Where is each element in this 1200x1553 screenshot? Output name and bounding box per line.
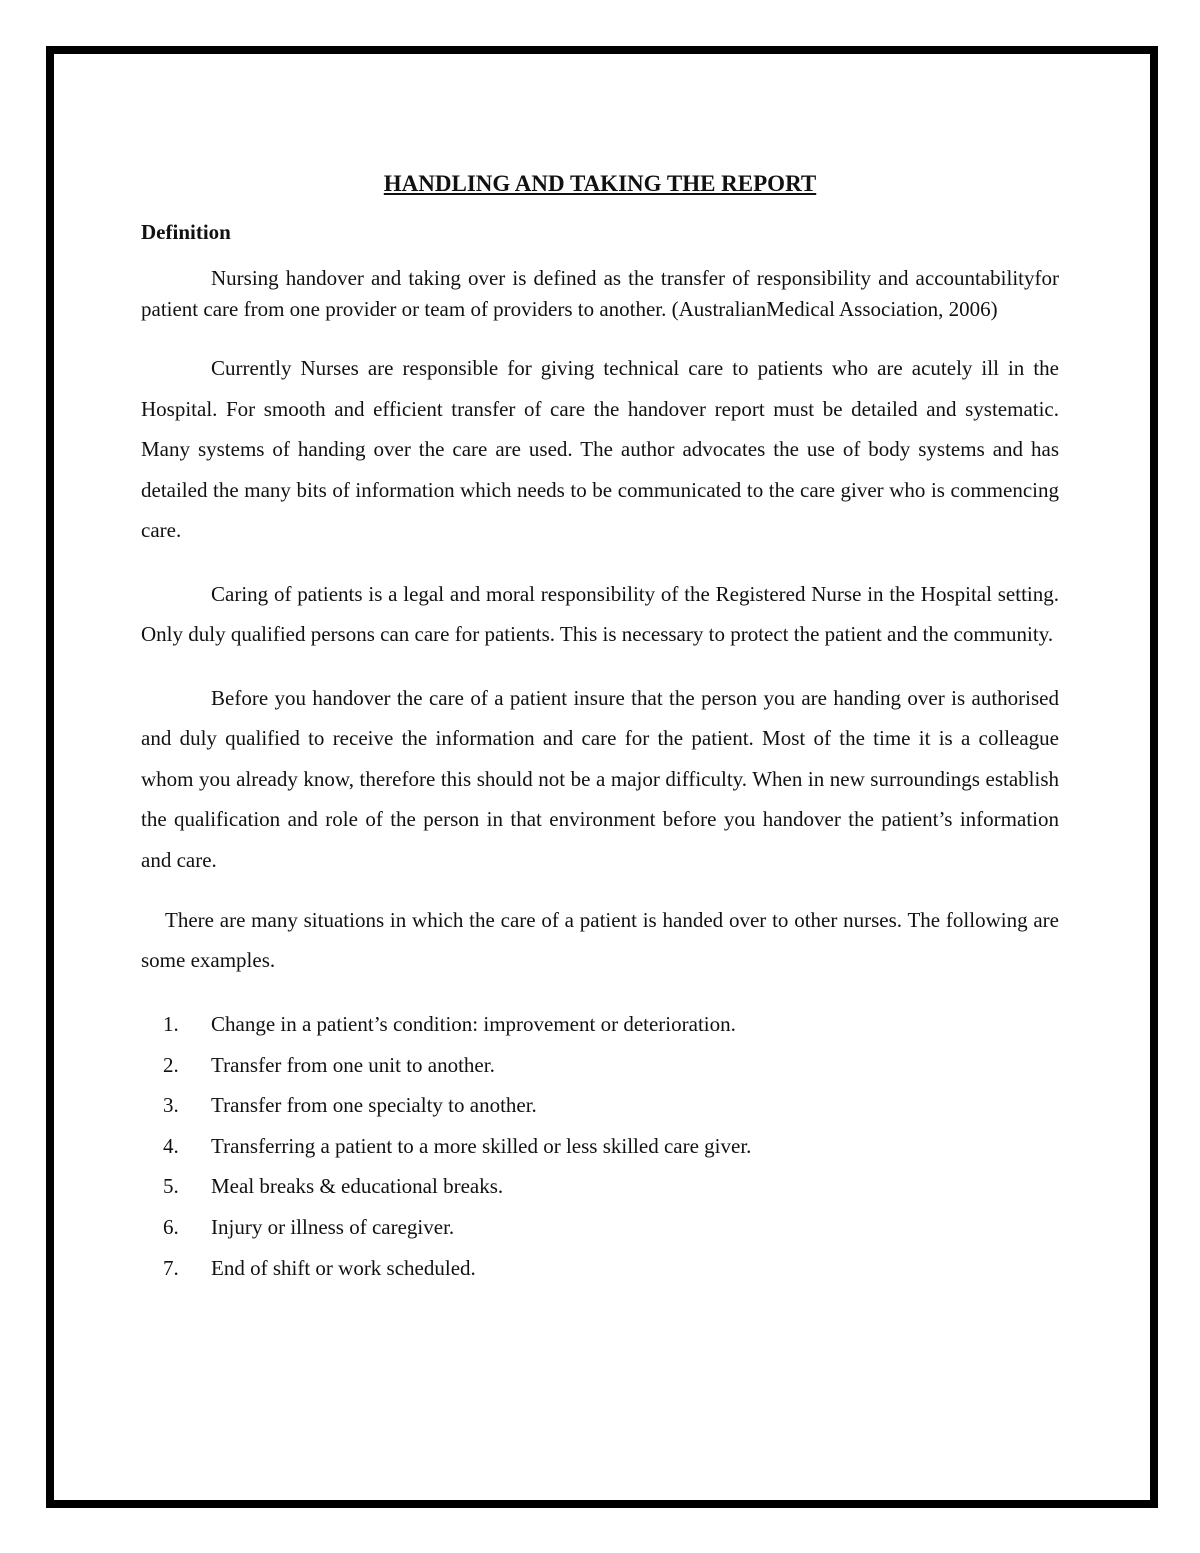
list-item	[141, 1126, 1059, 1167]
list-item-number: 3.	[163, 1093, 179, 1118]
paragraph-situations-intro: There are many situations in which the care of a patient is handed over to other nurses. The following are some examples.	[141, 908, 1059, 972]
list-item	[141, 1085, 1059, 1126]
list-item-text: Transfer from one specialty to another.	[211, 1093, 537, 1118]
examples-list	[141, 1004, 1059, 1288]
list-item	[141, 1166, 1059, 1207]
list-item-number: 7.	[163, 1255, 179, 1280]
list-item	[141, 1207, 1059, 1248]
list-item	[141, 1045, 1059, 1086]
document-body	[141, 170, 1059, 1288]
list-item-number: 5.	[163, 1174, 179, 1199]
definition-paragraph: Nursing handover and taking over is defined as the transfer of responsibility and accountabilityfor patient care from one provider or team of providers to another. (AustralianMedical Association, 2006)	[141, 266, 1059, 321]
list-item-number: 4.	[163, 1133, 179, 1158]
list-item-number: 2.	[163, 1052, 179, 1077]
list-item-text: Meal breaks & educational breaks.	[211, 1174, 504, 1199]
list-item-text: Injury or illness of caregiver.	[211, 1214, 455, 1239]
paragraph-current-nurses: Currently Nurses are responsible for giving technical care to patients who are acutely ill in the Hospital. For smooth and efficient transfer of care the handover report must be detailed and systematic. Many systems of handing over the care are used. The author advocates the use of body systems and has detailed the many bits of information which needs to be communicated to the care giver who is commencing care.	[141, 356, 1059, 542]
list-item-number: 6.	[163, 1214, 179, 1239]
list-item	[141, 1004, 1059, 1045]
document-title: HANDLING AND TAKING THE REPORT	[383, 171, 817, 196]
list-item-text: End of shift or work scheduled.	[211, 1255, 476, 1280]
section-heading-definition: Definition	[141, 220, 231, 244]
list-item-text: Change in a patient’s condition: improvement or deterioration.	[211, 1012, 736, 1036]
list-item-text: Transferring a patient to a more skilled or less skilled care giver.	[211, 1133, 752, 1158]
list-item-text: Transfer from one unit to another.	[211, 1052, 495, 1077]
paragraph-before-handover: Before you handover the care of a patient insure that the person you are handing over is authorised and duly qualified to receive the information and care for the patient. Most of the time it is a colleague whom you already know, therefore this should not be a major difficulty. When in new surroundings establish the qualification and role of the person in that environment before you handover the patient’s information and care.	[141, 685, 1059, 872]
paragraph-caring-of-patients: Caring of patients is a legal and moral responsibility of the Registered Nurse in the Hospital setting. Only duly qualified persons can care for patients. This is necessary to protect the patient and the community.	[141, 581, 1059, 646]
list-item-number: 1.	[163, 1012, 179, 1036]
list-item	[141, 1248, 1059, 1289]
